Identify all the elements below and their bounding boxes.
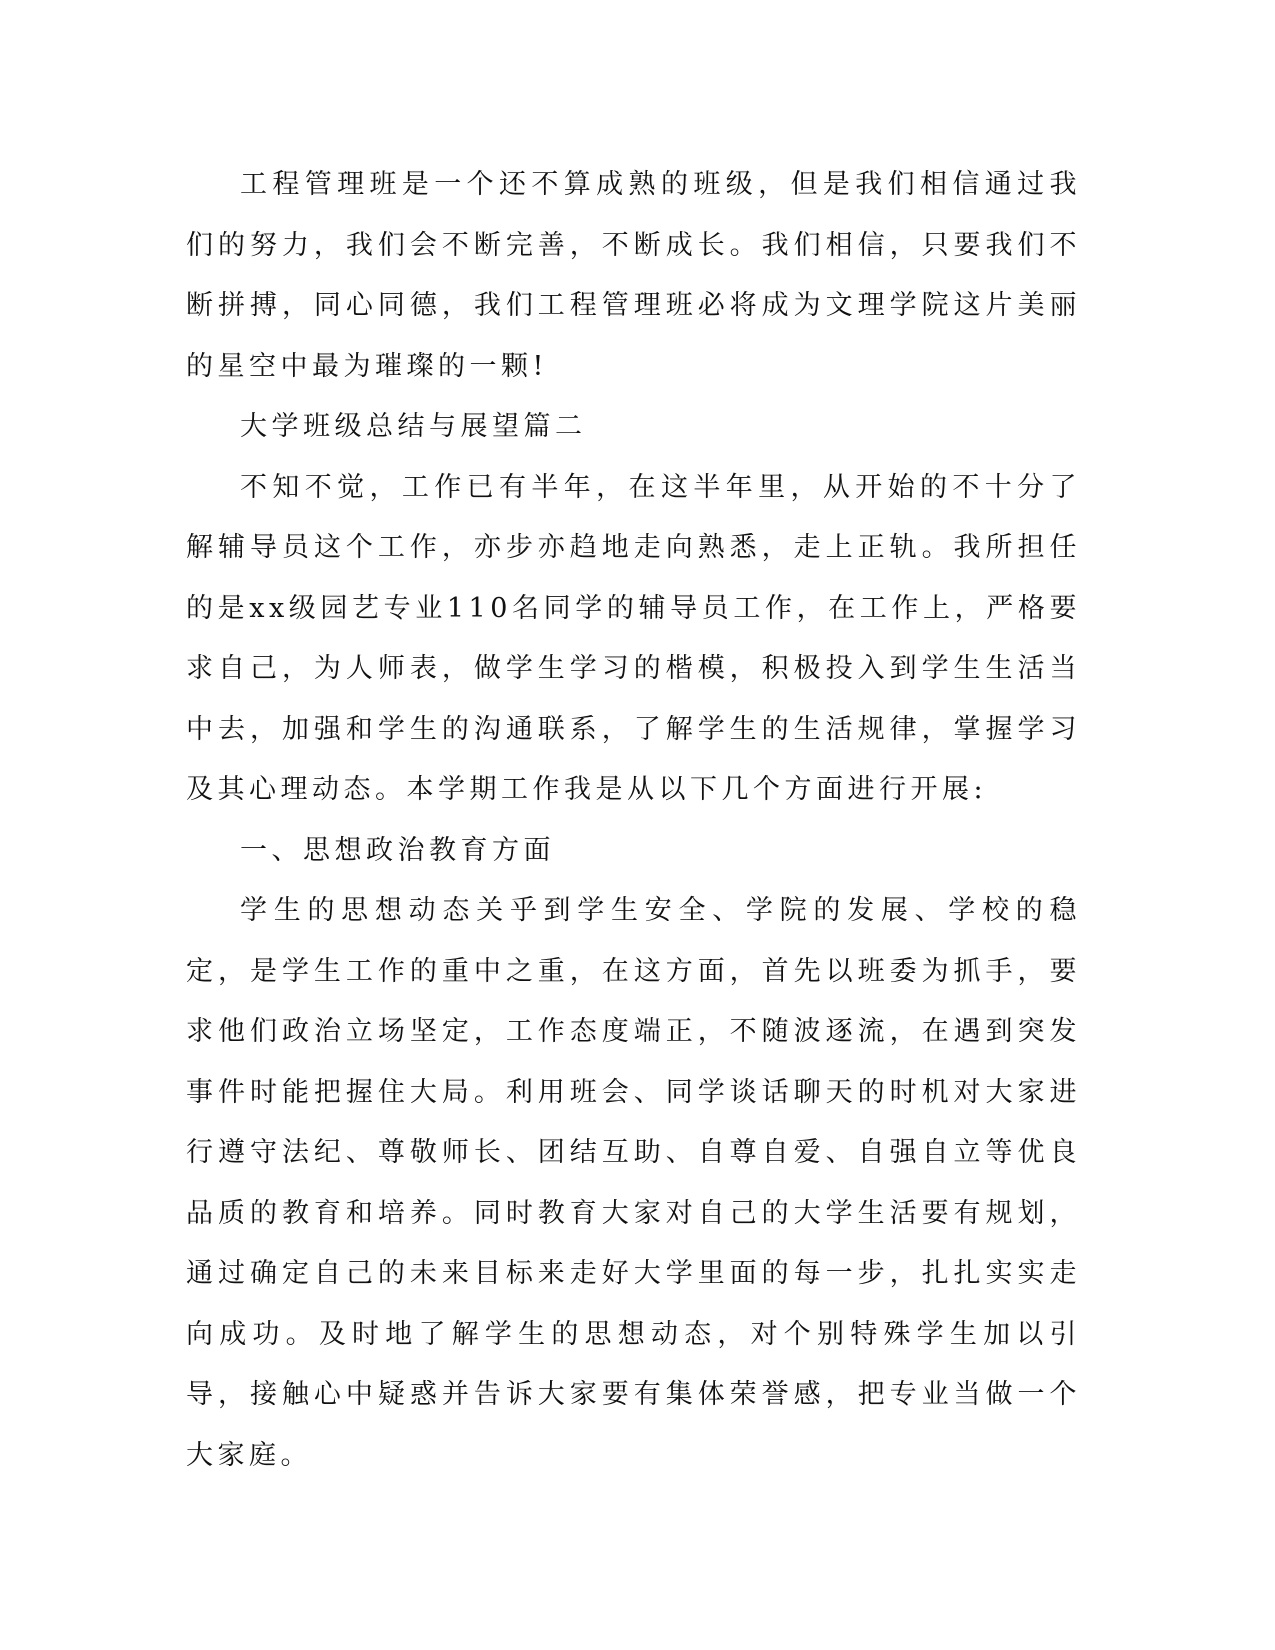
body-paragraph: 不知不觉，工作已有半年，在这半年里，从开始的不十分了解辅导员这个工作，亦步亦趋地走向熟悉，走上正轨。我所担任的是xx级园艺专业110名同学的辅导员工作，在工作上，严格要求自己，为人师表，做学生学习的楷模，积极投入到学生生活当中去，加强和学生的沟通联系，了解学生的生活规律，掌握学习及其心理动态。本学期工作我是从以下几个方面进行开展: bbox=[186, 471, 1081, 805]
document-body bbox=[186, 155, 1081, 1486]
body-paragraph: 学生的思想动态关乎到学生安全、学院的发展、学校的稳定，是学生工作的重中之重，在这方面，首先以班委为抓手，要求他们政治立场坚定，工作态度端正，不随波逐流，在遇到突发事件时能把握住大局。利用班会、同学谈话聊天的时机对大家进行遵守法纪、尊敬师长、团结互助、自尊自爱、自强自立等优良品质的教育和培养。同时教育大家对自己的大学生活要有规划，通过确定自己的未来目标来走好大学里面的每一步，扎扎实实走向成功。及时地了解学生的思想动态，对个别特殊学生加以引导，接触心中疑惑并告诉大家要有集体荣誉感，把专业当做一个大家庭。 bbox=[186, 895, 1081, 1471]
section-heading: 一、思想政治教育方面 bbox=[240, 834, 555, 866]
section-title: 大学班级总结与展望篇二 bbox=[240, 411, 587, 442]
body-paragraph: 工程管理班是一个还不算成熟的班级，但是我们相信通过我们的努力，我们会不断完善，不断成长。我们相信，只要我们不断拼搏，同心同德，我们工程管理班必将成为文理学院这片美丽的星空中最为璀璨的一颗! bbox=[186, 169, 1081, 382]
